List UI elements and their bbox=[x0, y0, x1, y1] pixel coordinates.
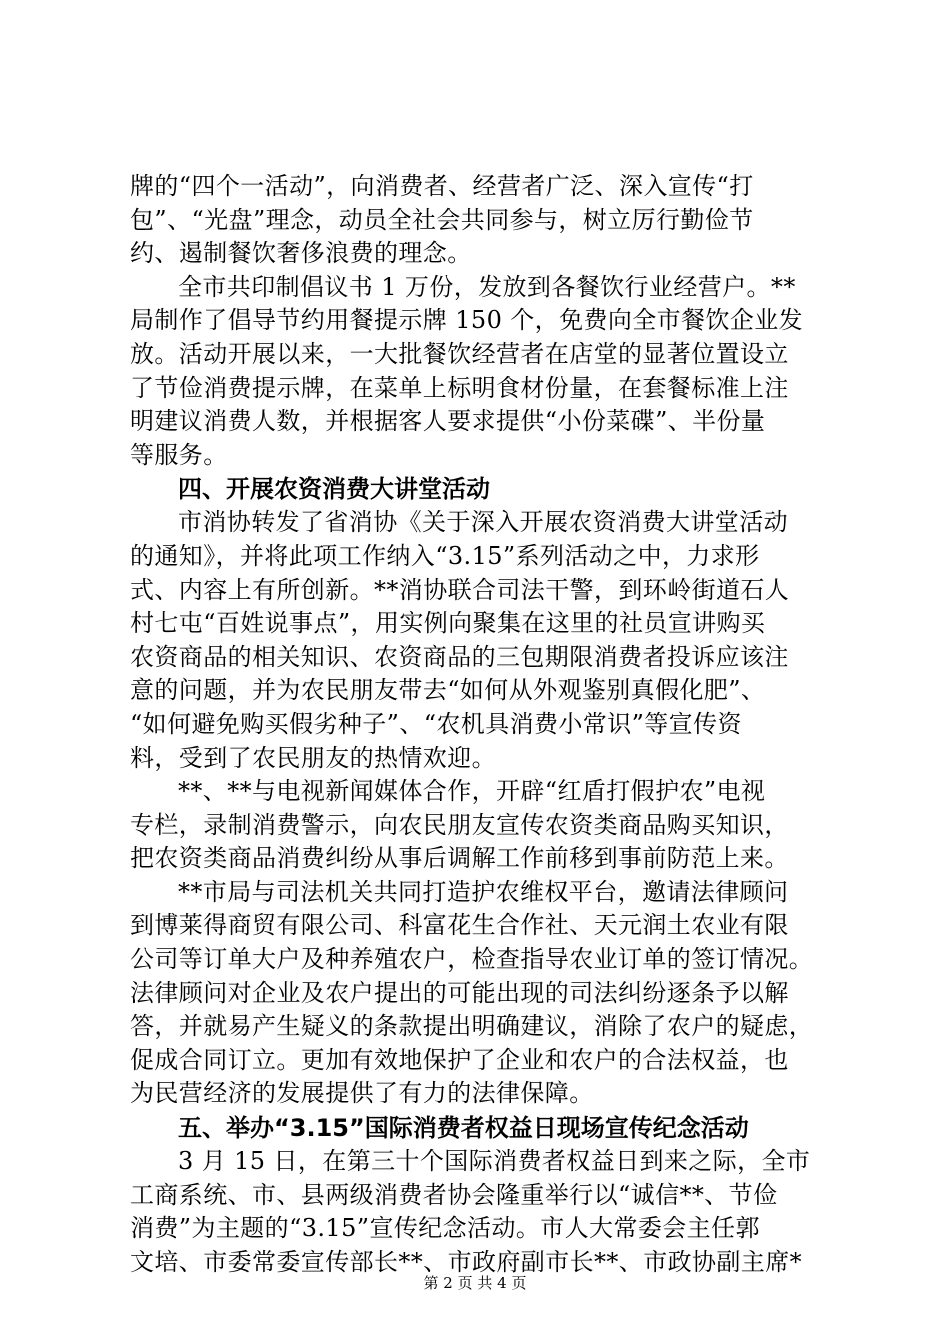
page-footer: 第 2 页 共 4 页 bbox=[423, 1274, 527, 1292]
text-line: 了节俭消费提示牌，在菜单上标明食材份量，在套餐标准上注 bbox=[130, 373, 789, 402]
document-body bbox=[130, 170, 830, 1279]
text-line: 法律顾问对企业及农户提出的可能出现的司法纠纷逐条予以解 bbox=[130, 978, 789, 1007]
text-line: 市消协转发了省消协《关于深入开展农资消费大讲堂活动 bbox=[178, 508, 788, 537]
text-line: 工商系统、市、县两级消费者协会隆重举行以“诚信**、节俭 bbox=[130, 1180, 778, 1209]
text-line: **市局与司法机关共同打造护农维权平台，邀请法律顾问 bbox=[178, 877, 789, 906]
text-line: 意的问题，并为农民朋友带去“如何从外观鉴别真假化肥”、 bbox=[130, 676, 766, 705]
text-line: 局制作了倡导节约用餐提示牌 150 个，免费向全市餐饮企业发 bbox=[130, 306, 804, 335]
text-line: 为民营经济的发展提供了有力的法律保障。 bbox=[130, 1079, 594, 1108]
text-line: 料，受到了农民朋友的热情欢迎。 bbox=[130, 743, 496, 772]
text-line: 文培、市委常委宣传部长**、市政府副市长**、市政协副主席* bbox=[130, 1247, 802, 1276]
text-line: 全市共印制倡议书 1 万份，发放到各餐饮行业经营户。** bbox=[178, 272, 796, 301]
text-line: 答，并就易产生疑义的条款提出明确建议，消除了农户的疑虑， bbox=[130, 1012, 814, 1041]
text-line: **、**与电视新闻媒体合作，开辟“红盾打假护农”电视 bbox=[178, 777, 766, 806]
section-heading: 四、开展农资消费大讲堂活动 bbox=[178, 475, 490, 504]
text-line: 专栏，录制消费警示，向农民朋友宣传农资类商品购买知识， bbox=[130, 810, 789, 839]
text-line: 农资商品的相关知识、农资商品的三包期限消费者投诉应该注 bbox=[130, 642, 789, 671]
text-line: 等服务。 bbox=[130, 440, 228, 469]
text-line: 牌的“四个一活动”，向消费者、经营者广泛、深入宣传“打 bbox=[130, 172, 754, 200]
text-line: 约、遏制餐饮奢侈浪费的理念。 bbox=[130, 239, 472, 268]
text-line: “如何避免购买假劣种子”、“农机具消费小常识”等宣传资 bbox=[130, 709, 742, 738]
text-line: 到博莱得商贸有限公司、科富花生合作社、天元润土农业有限 bbox=[130, 911, 789, 940]
text-line: 包”、“光盘”理念，动员全社会共同参与，树立厉行勤俭节 bbox=[130, 205, 754, 234]
text-line: 公司等订单大户及种养殖农户，检查指导农业订单的签订情况。 bbox=[130, 945, 814, 974]
text-line: 明建议消费人数，并根据客人要求提供“小份菜碟”、半份量 bbox=[130, 407, 766, 436]
text-line: 村七屯“百姓说事点”，用实例向聚集在这里的社员宣讲购买 bbox=[130, 609, 766, 638]
text-line: 3 月 15 日，在第三十个国际消费者权益日到来之际，全市 bbox=[178, 1147, 811, 1176]
text-line: 促成合同订立。更加有效地保护了企业和农户的合法权益，也 bbox=[130, 1045, 789, 1074]
text-line: 放。活动开展以来，一大批餐饮经营者在店堂的显著位置设立 bbox=[130, 339, 789, 368]
text-line: 式、内容上有所创新。**消协联合司法干警，到环岭街道石人 bbox=[130, 575, 790, 604]
text-line: 把农资类商品消费纠纷从事后调解工作前移到事前防范上来。 bbox=[130, 844, 789, 873]
text-line: 的通知》，并将此项工作纳入“3.15”系列活动之中，力求形 bbox=[130, 541, 760, 570]
text-line: 消费”为主题的“3.15”宣传纪念活动。市人大常委会主任郭 bbox=[130, 1214, 760, 1243]
section-heading: 五、举办“3.15”国际消费者权益日现场宣传纪念活动 bbox=[178, 1114, 749, 1143]
